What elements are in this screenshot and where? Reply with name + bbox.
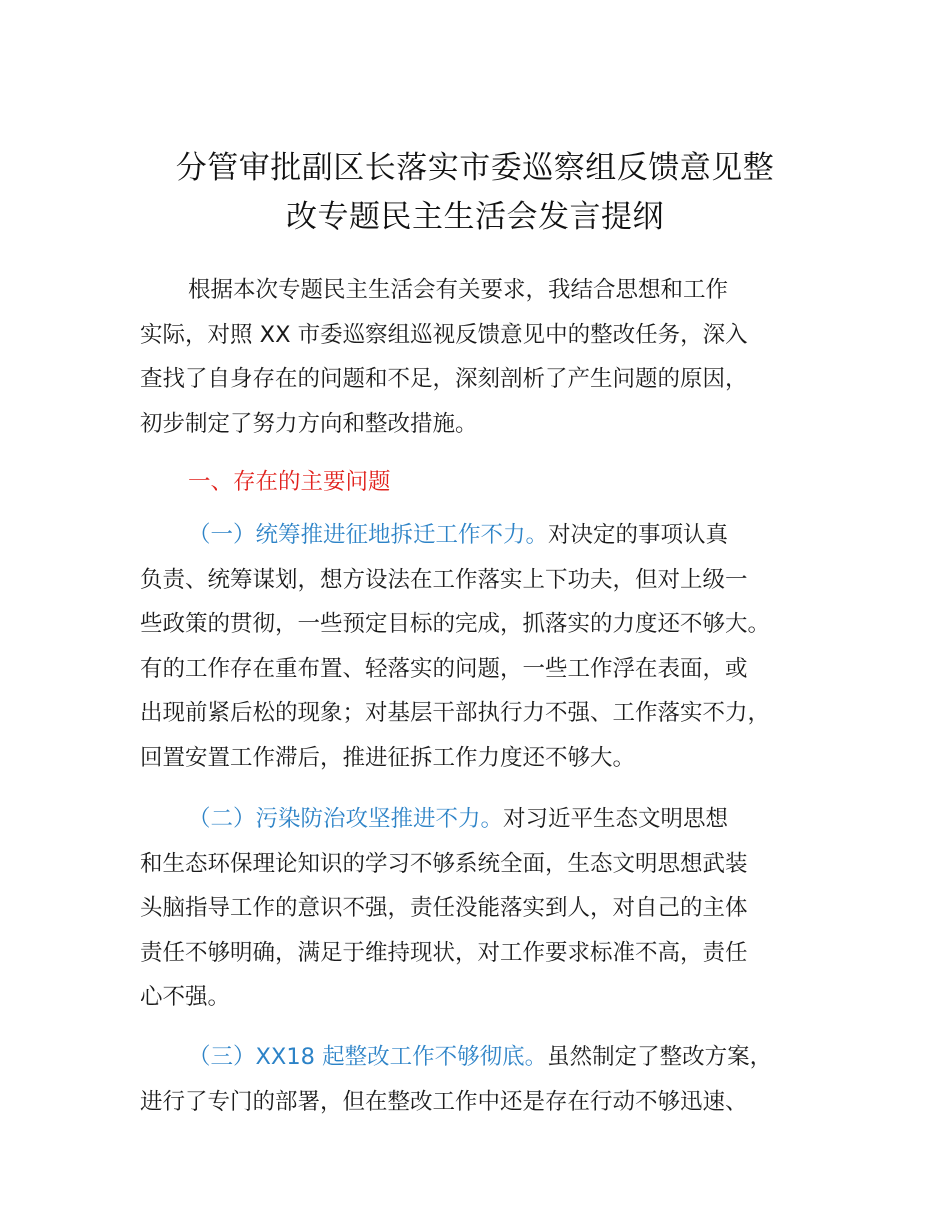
- item-first-line-text: 虽然制定了整改方案，: [547, 1044, 773, 1070]
- section-heading: 一、存在的主要问题: [188, 469, 391, 495]
- document-title-line-2: 改专题民主生活会发言提纲: [286, 199, 664, 235]
- item-subhead: （二）污染防治攻坚推进不力。: [188, 806, 504, 832]
- item-paragraph-2: [140, 797, 840, 1020]
- item-first-line-text: 对习近平生态文明思想: [503, 806, 729, 832]
- item-line: 头脑指导工作的意识不强，责任没能落实到人，对自己的主体: [140, 895, 748, 922]
- item-line: 出现前紧后松的现象；对基层干部执行力不强、工作落实不力，: [140, 700, 771, 727]
- document-title-line-1: 分管审批副区长落实市委巡察组反馈意见整: [175, 150, 775, 186]
- intro-line: 实际，对照 XX 市委巡察组巡视反馈意见中的整改任务，深入: [140, 321, 748, 348]
- intro-line: 初步制定了努力方向和整改措施。: [140, 410, 478, 437]
- item-line: 些政策的贯彻，一些预定目标的完成，抓落实的力度还不够大。: [140, 611, 771, 638]
- item-paragraph-1: [140, 513, 840, 781]
- item-first-line-text: 对决定的事项认真: [548, 522, 729, 548]
- item-line: 回置安置工作滞后，推进征拆工作力度还不够大。: [140, 744, 636, 771]
- item-line: 有的工作存在重布置、轻落实的问题，一些工作浮在表面，或: [140, 655, 748, 682]
- item-line: 负责、统筹谋划，想方设法在工作落实上下功夫，但对上级一: [140, 566, 748, 593]
- intro-paragraph: [140, 268, 840, 446]
- item-subhead: （三）XX18 起整改工作不够彻底。: [188, 1044, 548, 1070]
- item-line: 心不强。: [140, 984, 231, 1011]
- item-subhead: （一）统筹推进征地拆迁工作不力。: [188, 522, 549, 548]
- intro-line: 查找了自身存在的问题和不足，深刻剖析了产生问题的原因，: [140, 366, 748, 393]
- item-line: 进行了专门的部署，但在整改工作中还是存在行动不够迅速、: [140, 1088, 748, 1115]
- item-paragraph-3: [140, 1035, 840, 1124]
- item-line: 和生态环保理论知识的学习不够系统全面，生态文明思想武装: [140, 850, 748, 877]
- item-first-line: [140, 1035, 840, 1080]
- item-line: 责任不够明确，满足于维持现状，对工作要求标准不高，责任: [140, 939, 748, 966]
- item-first-line: [140, 797, 840, 842]
- item-first-line: [140, 513, 840, 558]
- intro-line: 根据本次专题民主生活会有关要求，我结合思想和工作: [188, 277, 729, 303]
